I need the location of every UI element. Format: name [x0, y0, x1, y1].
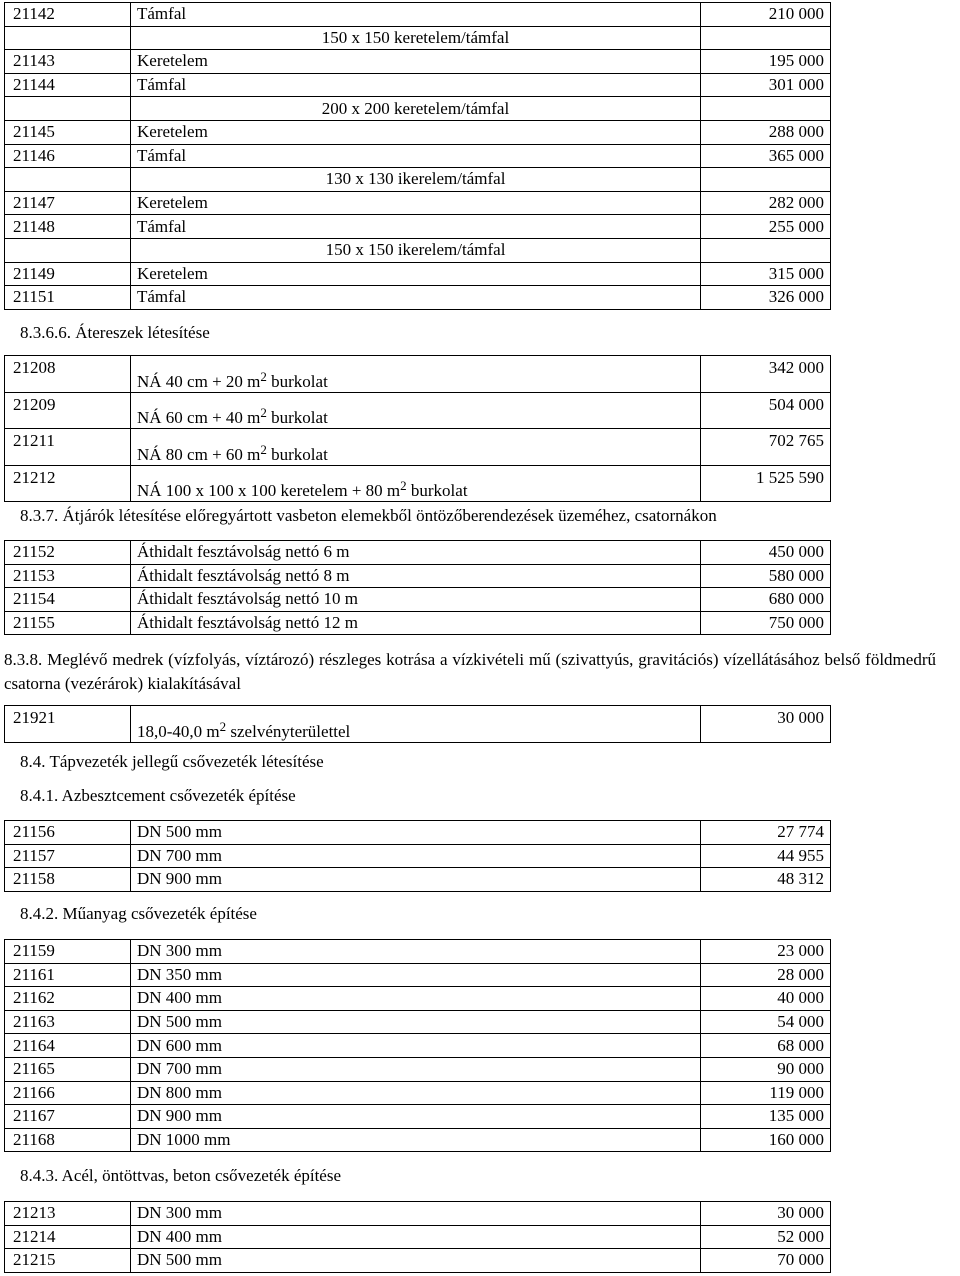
- item-price: 68 000: [701, 1034, 831, 1058]
- table-row: [5, 356, 831, 393]
- table-row: [5, 1010, 831, 1034]
- item-description: Áthidalt fesztávolság nettó 10 m: [131, 588, 701, 612]
- item-price: 680 000: [701, 588, 831, 612]
- table-row: [5, 1128, 831, 1152]
- item-code: 21168: [5, 1128, 131, 1152]
- item-code: 21152: [5, 541, 131, 565]
- description-suffix: burkolat: [406, 481, 468, 501]
- description-suffix: burkolat: [266, 408, 328, 428]
- table-row: [5, 844, 831, 868]
- item-price: 48 312: [701, 868, 831, 892]
- item-description: DN 900 mm: [131, 1105, 701, 1129]
- table-row: [5, 611, 831, 635]
- item-code: 21154: [5, 588, 131, 612]
- item-price: 54 000: [701, 1010, 831, 1034]
- item-code: 21142: [5, 3, 131, 27]
- item-price: 195 000: [701, 50, 831, 74]
- group-row: [5, 238, 831, 262]
- item-code: 21212: [5, 465, 131, 502]
- item-code: 21157: [5, 844, 131, 868]
- item-price: 135 000: [701, 1105, 831, 1129]
- item-price: 30 000: [701, 1202, 831, 1226]
- item-price: 750 000: [701, 611, 831, 635]
- group-label: 130 x 130 ikerelem/támfal: [131, 168, 701, 192]
- description-text: NÁ 80 cm + 60 m: [137, 444, 261, 464]
- price-table-retaining-walls: [4, 2, 831, 310]
- table-row: [5, 1081, 831, 1105]
- item-price: 282 000: [701, 191, 831, 215]
- item-description: DN 1000 mm: [131, 1128, 701, 1152]
- item-code: 21167: [5, 1105, 131, 1129]
- table-row: [5, 3, 831, 27]
- description-text: NÁ 40 cm + 20 m: [137, 371, 261, 391]
- superscript: 2: [260, 441, 267, 457]
- code-cell: [5, 97, 131, 121]
- item-price: 119 000: [701, 1081, 831, 1105]
- item-price: 315 000: [701, 262, 831, 286]
- item-price: 30 000: [701, 706, 831, 743]
- item-price: 301 000: [701, 73, 831, 97]
- item-code: 21158: [5, 868, 131, 892]
- group-label: 150 x 150 ikerelem/támfal: [131, 238, 701, 262]
- item-description: Támfal: [131, 144, 701, 168]
- superscript: 2: [219, 718, 227, 734]
- item-code: 21149: [5, 262, 131, 286]
- item-code: 21161: [5, 963, 131, 987]
- description-suffix: szelvényterülettel: [226, 721, 351, 741]
- item-code: 21215: [5, 1249, 131, 1273]
- superscript: 2: [260, 405, 267, 421]
- item-price: 210 000: [701, 3, 831, 27]
- value-cell: [701, 26, 831, 50]
- table-row: [5, 541, 831, 565]
- item-code: 21162: [5, 987, 131, 1011]
- table-row: [5, 963, 831, 987]
- item-price: 702 765: [701, 429, 831, 466]
- table-row: [5, 429, 831, 466]
- item-code: 21148: [5, 215, 131, 239]
- item-description: [131, 429, 701, 466]
- item-code: 21153: [5, 564, 131, 588]
- item-price: 27 774: [701, 821, 831, 845]
- item-price: 288 000: [701, 120, 831, 144]
- section-heading-843: 8.4.3. Acél, öntöttvas, beton csővezeték építése: [20, 1166, 342, 1185]
- item-description: Támfal: [131, 73, 701, 97]
- table-row: [5, 1057, 831, 1081]
- item-code: 21209: [5, 392, 131, 429]
- item-price: 40 000: [701, 987, 831, 1011]
- price-table-crossings: [4, 540, 831, 635]
- item-price: 52 000: [701, 1225, 831, 1249]
- item-description: Áthidalt fesztávolság nettó 12 m: [131, 611, 701, 635]
- table-row: [5, 588, 831, 612]
- table-row: [5, 706, 831, 743]
- code-cell: [5, 238, 131, 262]
- item-code: 21151: [5, 286, 131, 310]
- item-code: 21146: [5, 144, 131, 168]
- table-row: [5, 1202, 831, 1226]
- item-description: Áthidalt fesztávolság nettó 6 m: [131, 541, 701, 565]
- table-row: [5, 987, 831, 1011]
- item-price: 1 525 590: [701, 465, 831, 502]
- item-code: 21147: [5, 191, 131, 215]
- superscript: 2: [260, 368, 267, 384]
- item-description: DN 500 mm: [131, 1010, 701, 1034]
- item-price: 90 000: [701, 1057, 831, 1081]
- table-row: [5, 262, 831, 286]
- price-table-steel-pipes: [4, 1201, 831, 1273]
- table-row: [5, 120, 831, 144]
- section-heading-837: 8.3.7. Átjárók létesítése előregyártott vasbeton elemekből öntözőberendezések üzeméhez, csatornákon: [20, 506, 717, 525]
- item-code: 21166: [5, 1081, 131, 1105]
- table-row: [5, 1105, 831, 1129]
- item-price: 160 000: [701, 1128, 831, 1152]
- item-description: Támfal: [131, 215, 701, 239]
- item-description: Áthidalt fesztávolság nettó 8 m: [131, 564, 701, 588]
- item-description: DN 700 mm: [131, 844, 701, 868]
- item-description: [131, 706, 701, 743]
- section-heading-8366: 8.3.6.6. Átereszek létesítése: [20, 323, 210, 342]
- value-cell: [701, 97, 831, 121]
- item-code: 21165: [5, 1057, 131, 1081]
- description-suffix: burkolat: [266, 444, 328, 464]
- item-price: 504 000: [701, 392, 831, 429]
- item-price: 326 000: [701, 286, 831, 310]
- group-row: [5, 168, 831, 192]
- description-suffix: burkolat: [266, 371, 328, 391]
- table-row: [5, 1225, 831, 1249]
- table-row: [5, 144, 831, 168]
- table-row: [5, 215, 831, 239]
- item-description: Keretelem: [131, 262, 701, 286]
- item-description: DN 350 mm: [131, 963, 701, 987]
- table-row: [5, 868, 831, 892]
- table-row: [5, 50, 831, 74]
- item-price: 70 000: [701, 1249, 831, 1273]
- item-code: 21156: [5, 821, 131, 845]
- item-price: 450 000: [701, 541, 831, 565]
- item-price: 365 000: [701, 144, 831, 168]
- description-text: NÁ 100 x 100 x 100 keretelem + 80 m: [137, 481, 401, 501]
- item-description: DN 600 mm: [131, 1034, 701, 1058]
- section-heading-842: 8.4.2. Műanyag csővezeték építése: [20, 904, 257, 923]
- item-code: 21211: [5, 429, 131, 466]
- item-code: 21164: [5, 1034, 131, 1058]
- price-table-plastic-pipes: [4, 939, 831, 1152]
- table-row: [5, 73, 831, 97]
- group-row: [5, 26, 831, 50]
- item-description: DN 700 mm: [131, 1057, 701, 1081]
- description-text: 18,0-40,0 m: [137, 721, 220, 741]
- item-code: 21213: [5, 1202, 131, 1226]
- item-description: DN 500 mm: [131, 821, 701, 845]
- item-description: DN 500 mm: [131, 1249, 701, 1273]
- item-code: 21155: [5, 611, 131, 635]
- table-row: [5, 940, 831, 964]
- item-code: 21921: [5, 706, 131, 743]
- table-row: [5, 1034, 831, 1058]
- section-heading-841: 8.4.1. Azbesztcement csővezeték építése: [20, 786, 296, 805]
- item-code: 21214: [5, 1225, 131, 1249]
- item-description: Támfal: [131, 3, 701, 27]
- table-row: [5, 392, 831, 429]
- table-row: [5, 564, 831, 588]
- item-price: 28 000: [701, 963, 831, 987]
- table-row: [5, 465, 831, 502]
- table-row: [5, 821, 831, 845]
- item-description: [131, 356, 701, 393]
- item-description: Keretelem: [131, 50, 701, 74]
- item-description: DN 900 mm: [131, 868, 701, 892]
- item-description: Keretelem: [131, 120, 701, 144]
- group-label: 200 x 200 keretelem/támfal: [131, 97, 701, 121]
- item-description: [131, 392, 701, 429]
- table-row: [5, 286, 831, 310]
- code-cell: [5, 26, 131, 50]
- item-price: 23 000: [701, 940, 831, 964]
- item-code: 21159: [5, 940, 131, 964]
- code-cell: [5, 168, 131, 192]
- item-price: 342 000: [701, 356, 831, 393]
- value-cell: [701, 238, 831, 262]
- superscript: 2: [400, 478, 407, 494]
- value-cell: [701, 168, 831, 192]
- item-code: 21208: [5, 356, 131, 393]
- item-price: 580 000: [701, 564, 831, 588]
- item-price: 44 955: [701, 844, 831, 868]
- item-description: [131, 465, 701, 502]
- item-code: 21145: [5, 120, 131, 144]
- item-price: 255 000: [701, 215, 831, 239]
- price-table-asbestos-pipes: [4, 820, 831, 892]
- item-description: DN 400 mm: [131, 1225, 701, 1249]
- item-description: Támfal: [131, 286, 701, 310]
- price-table-dredging: [4, 705, 831, 743]
- item-description: DN 300 mm: [131, 1202, 701, 1226]
- section-heading-838: 8.3.8. Meglévő medrek (vízfolyás, víztározó) részleges kotrása a vízkivételi mű (szivattyús, gravitációs) vízellátásához belső földmedrű csatorna (vezérárok) kialakításával: [4, 650, 936, 693]
- item-code: 21143: [5, 50, 131, 74]
- group-row: [5, 97, 831, 121]
- item-description: DN 800 mm: [131, 1081, 701, 1105]
- item-description: DN 400 mm: [131, 987, 701, 1011]
- table-row: [5, 1249, 831, 1273]
- price-table-culverts: [4, 355, 831, 502]
- item-code: 21163: [5, 1010, 131, 1034]
- section-heading-84: 8.4. Tápvezeték jellegű csővezeték létesítése: [20, 752, 324, 771]
- item-code: 21144: [5, 73, 131, 97]
- item-description: DN 300 mm: [131, 940, 701, 964]
- table-row: [5, 191, 831, 215]
- group-label: 150 x 150 keretelem/támfal: [131, 26, 701, 50]
- description-text: NÁ 60 cm + 40 m: [137, 408, 261, 428]
- item-description: Keretelem: [131, 191, 701, 215]
